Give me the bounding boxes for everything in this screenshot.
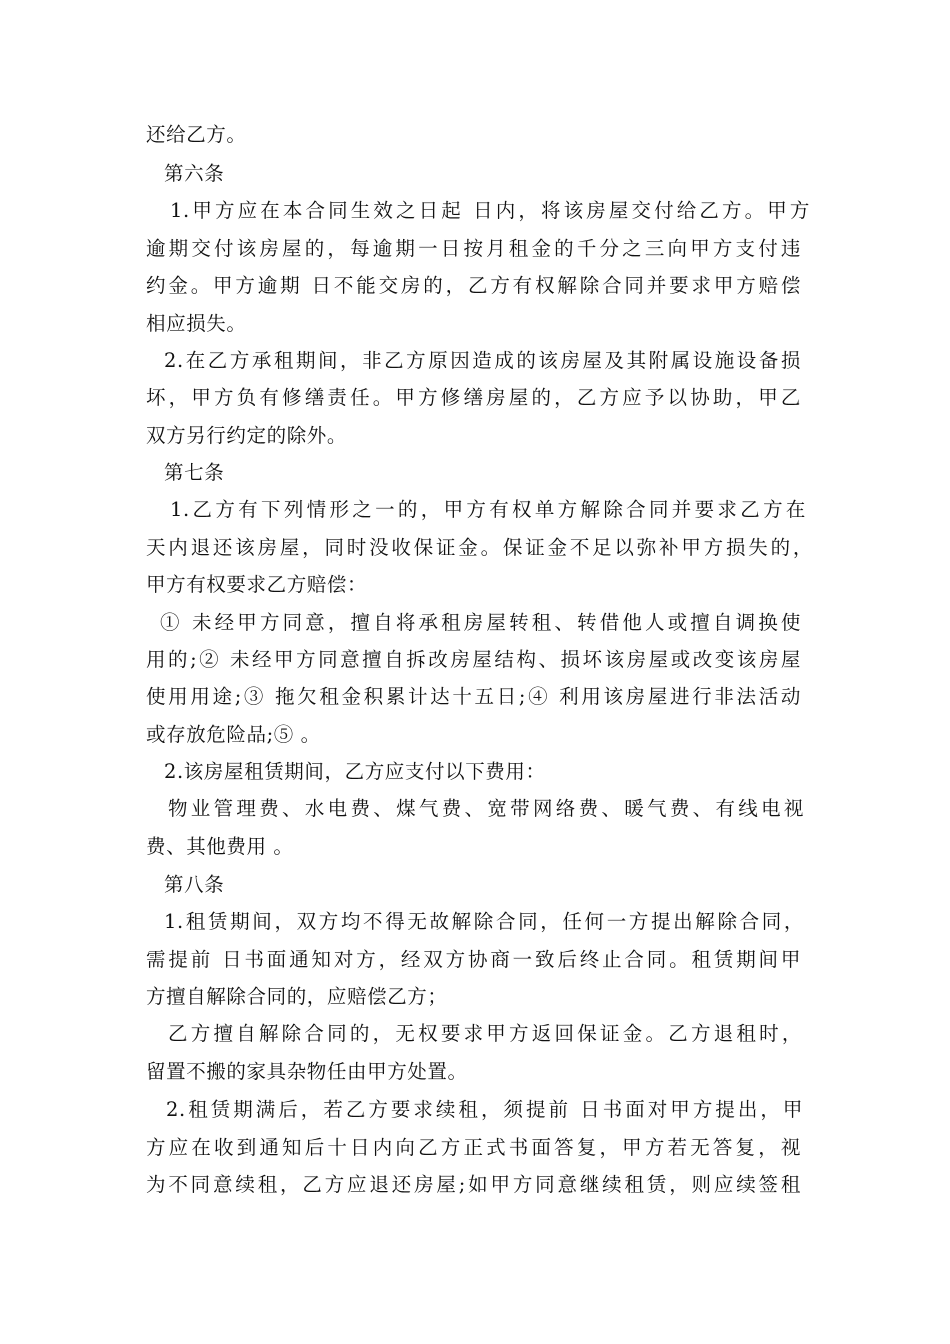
text-line: 相应损失。 (146, 312, 247, 335)
text-line: 双方另行约定的除外。 (146, 424, 348, 447)
text-line: 方擅自解除合同的，应赔偿乙方； (146, 985, 448, 1008)
text-line: ① 未经甲方同意，擅自将承租房屋转租、转借他人或擅自调换使 (160, 611, 801, 634)
text-line: 或存放危险品;⑤ 。 (146, 723, 321, 746)
article-heading-7: 第七条 (164, 461, 225, 484)
text-line: 1.租赁期间，双方均不得无故解除合同，任何一方提出解除合同， (164, 910, 804, 933)
text-line: 1.甲方应在本合同生效之日起 日内，将该房屋交付给乙方。甲方 (170, 199, 810, 222)
text-line: 方应在收到通知后十日内向乙方正式书面答复，甲方若无答复，视 (146, 1136, 801, 1159)
text-line: 天内退还该房屋，同时没收保证金。保证金不足以弥补甲方损失的， (146, 536, 813, 559)
text-line: 逾期交付该房屋的，每逾期一日按月租金的千分之三向甲方支付违 (146, 237, 801, 260)
text-line: 费、其他费用 。 (146, 835, 294, 858)
text-line: 2.该房屋租赁期间，乙方应支付以下费用： (164, 760, 546, 783)
text-line: 坏，甲方负有修缮责任。甲方修缮房屋的，乙方应予以协助，甲乙 (146, 386, 801, 409)
text-line: 乙方擅自解除合同的，无权要求甲方返回保证金。乙方退租时， (168, 1022, 802, 1045)
text-line: 用的;② 未经甲方同意擅自拆改房屋结构、损坏该房屋或改变该房屋 (146, 648, 801, 671)
text-line: 为不同意续租，乙方应退还房屋;如甲方同意继续租赁，则应续签租 (146, 1173, 801, 1196)
text-line: 约金。甲方逾期 日不能交房的，乙方有权解除合同并要求甲方赔偿 (146, 274, 801, 297)
text-line: 2.租赁期满后，若乙方要求续租，须提前 日书面对甲方提出，甲 (166, 1098, 803, 1121)
article-heading-6: 第六条 (164, 162, 225, 185)
text-line: 物业管理费、水电费、煤气费、宽带网络费、暖气费、有线电视 (168, 797, 804, 820)
text-line: 使用用途;③ 拖欠租金积累计达十五日;④ 利用该房屋进行非法活动 (146, 685, 801, 708)
text-line: 还给乙方。 (146, 123, 247, 146)
text-line: 甲方有权要求乙方赔偿： (146, 573, 368, 596)
text-line: 需提前 日书面通知对方，经双方协商一致后终止合同。租赁期间甲 (146, 948, 801, 971)
text-line: 1.乙方有下列情形之一的，甲方有权单方解除合同并要求乙方在 (170, 498, 806, 521)
text-line: 留置不搬的家具杂物任由甲方处置。 (146, 1060, 468, 1083)
article-heading-8: 第八条 (164, 873, 225, 896)
text-line: 2.在乙方承租期间，非乙方原因造成的该房屋及其附属设施设备损 (164, 349, 801, 372)
